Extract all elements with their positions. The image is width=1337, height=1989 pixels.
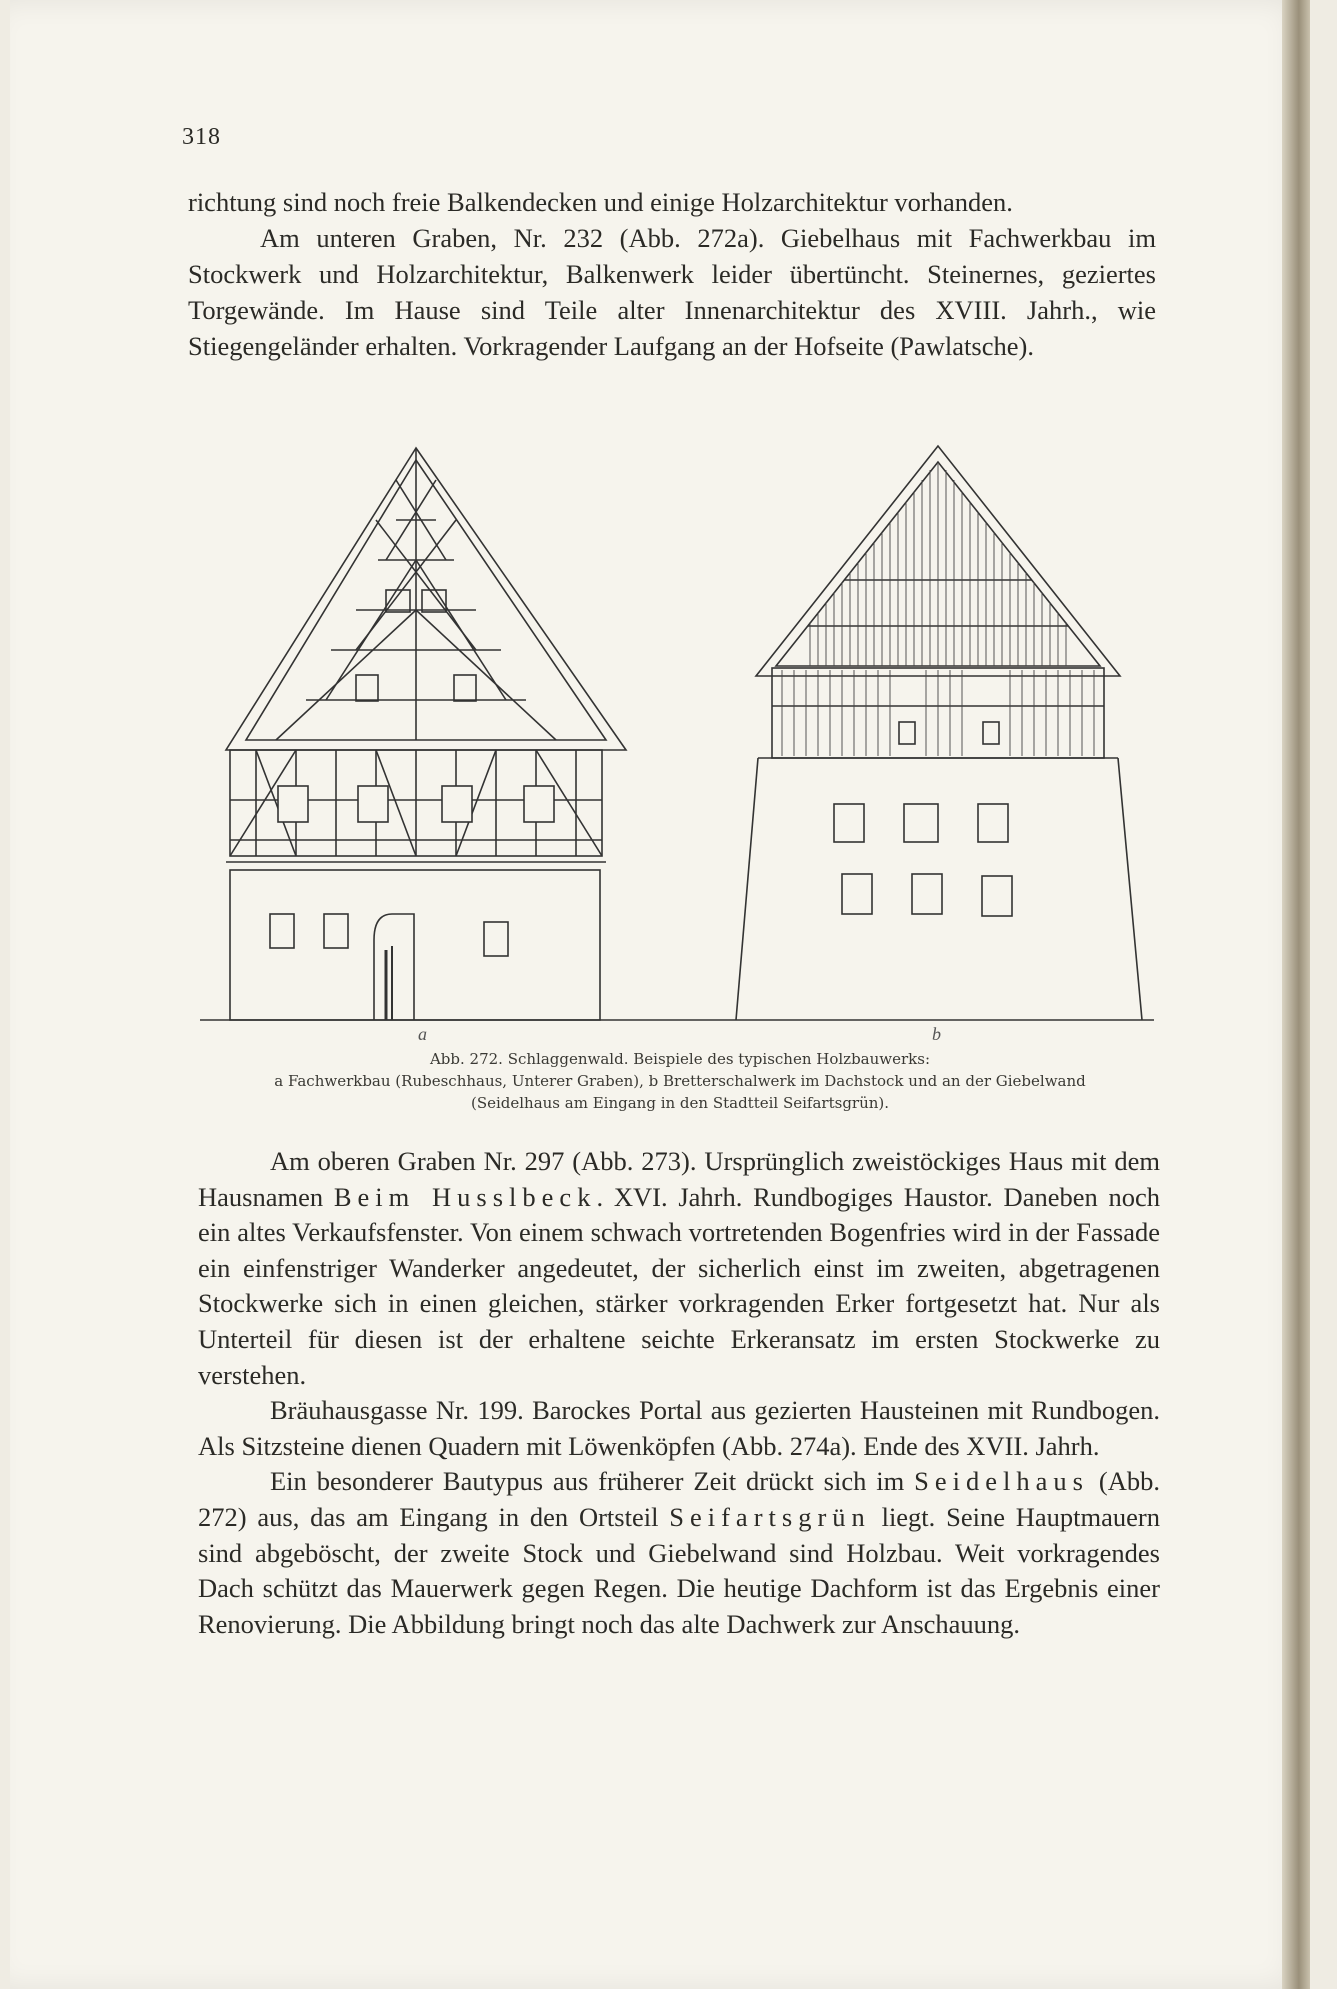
caption-line-1: Abb. 272. Schlaggenwald. Beispiele des typischen Holzbauwerks: [429, 1050, 931, 1068]
figure-label-b: b [932, 1024, 941, 1044]
seifartsgruen-spaced: Seifartsgrün [669, 1501, 871, 1532]
top-text-block [188, 184, 1156, 364]
figure-272 [196, 440, 1156, 1044]
book-spine [1282, 0, 1310, 1989]
house-name-spaced: Beim Husslbeck [333, 1181, 597, 1212]
paragraph-seidelhaus: Ein besonderer Bautypus aus früherer Zeit drückt sich im Seidelhaus (Abb. 272) aus, das am Eingang in den Ortsteil Seifartsgrün liegt. Seine Hauptmauern sind abgeböscht, der zweite Stock und Giebelwand sind Holzbau. Weit vorkragendes Dach schützt das Mauerwerk gegen Regen. Die heutige Dachform ist das Ergebnis einer Renovierung. Die Abbildung bringt noch das alte Dachwerk zur Anschauung. [198, 1466, 1160, 1639]
house-elevation-drawings [196, 440, 1156, 1040]
paragraph-braeuhausgasse: Bräuhausgasse Nr. 199. Barockes Portal aus gezierten Hausteinen mit Rundbogen. Als Sitzsteine dienen Quadern mit Löwenköpfen (Abb. 274a). Ende des XVII. Jahrh. [198, 1395, 1160, 1461]
figure-label-a: a [418, 1024, 427, 1044]
paragraph-continuation: richtung sind noch freie Balkendecken und einige Holzarchitektur vorhanden. [188, 187, 1013, 217]
figure-caption [180, 1048, 1180, 1114]
caption-line-2: a Fachwerkbau (Rubeschhaus, Unterer Graben), b Bretterschalwerk im Dachstock und an der Giebelwand [274, 1072, 1086, 1090]
paragraph-oberer-graben: Am oberen Graben Nr. 297 (Abb. 273). Ursprünglich zweistöckiges Haus mit dem Hausnamen Beim Husslbeck. XVI. Jahrh. Rundbogiges Haustor. Daneben noch ein altes Verkaufsfenster. Von einem schwach vortretenden Bogenfries wird in der Fassade ein einfenstriger Wanderker angedeutet, der sicherlich einst im zweiten, abgetragenen Stockwerke sich in einen gleichen, stärker vorkragenden Erker fortgesetzt hat. Nur als Unterteil für diesen ist der erhaltene seichte Erkeransatz im ersten Stockwerke zu verstehen. [198, 1146, 1161, 1390]
seidelhaus-spaced: Seidelhaus [914, 1466, 1089, 1497]
bottom-text-block [198, 1144, 1160, 1642]
page-number: 318 [182, 124, 221, 150]
caption-line-3: (Seidelhaus am Eingang in den Stadtteil Seifartsgrün). [470, 1094, 890, 1112]
paragraph-unterer-graben: Am unteren Graben, Nr. 232 (Abb. 272a). Giebelhaus mit Fachwerkbau im Stockwerk und Holzarchitektur, Balkenwerk leider übertüncht. Steinernes, geziertes Torgewände. Im Hause sind Teile alter Innenarchitektur des XVIII. Jahrh., wie Stiegengeländer erhalten. Vorkragender Laufgang an der Hofseite (Pawlatsche). [188, 223, 1156, 361]
drawing-a-fachwerkhaus [226, 448, 626, 1020]
drawing-b-seidelhaus [736, 446, 1142, 1020]
